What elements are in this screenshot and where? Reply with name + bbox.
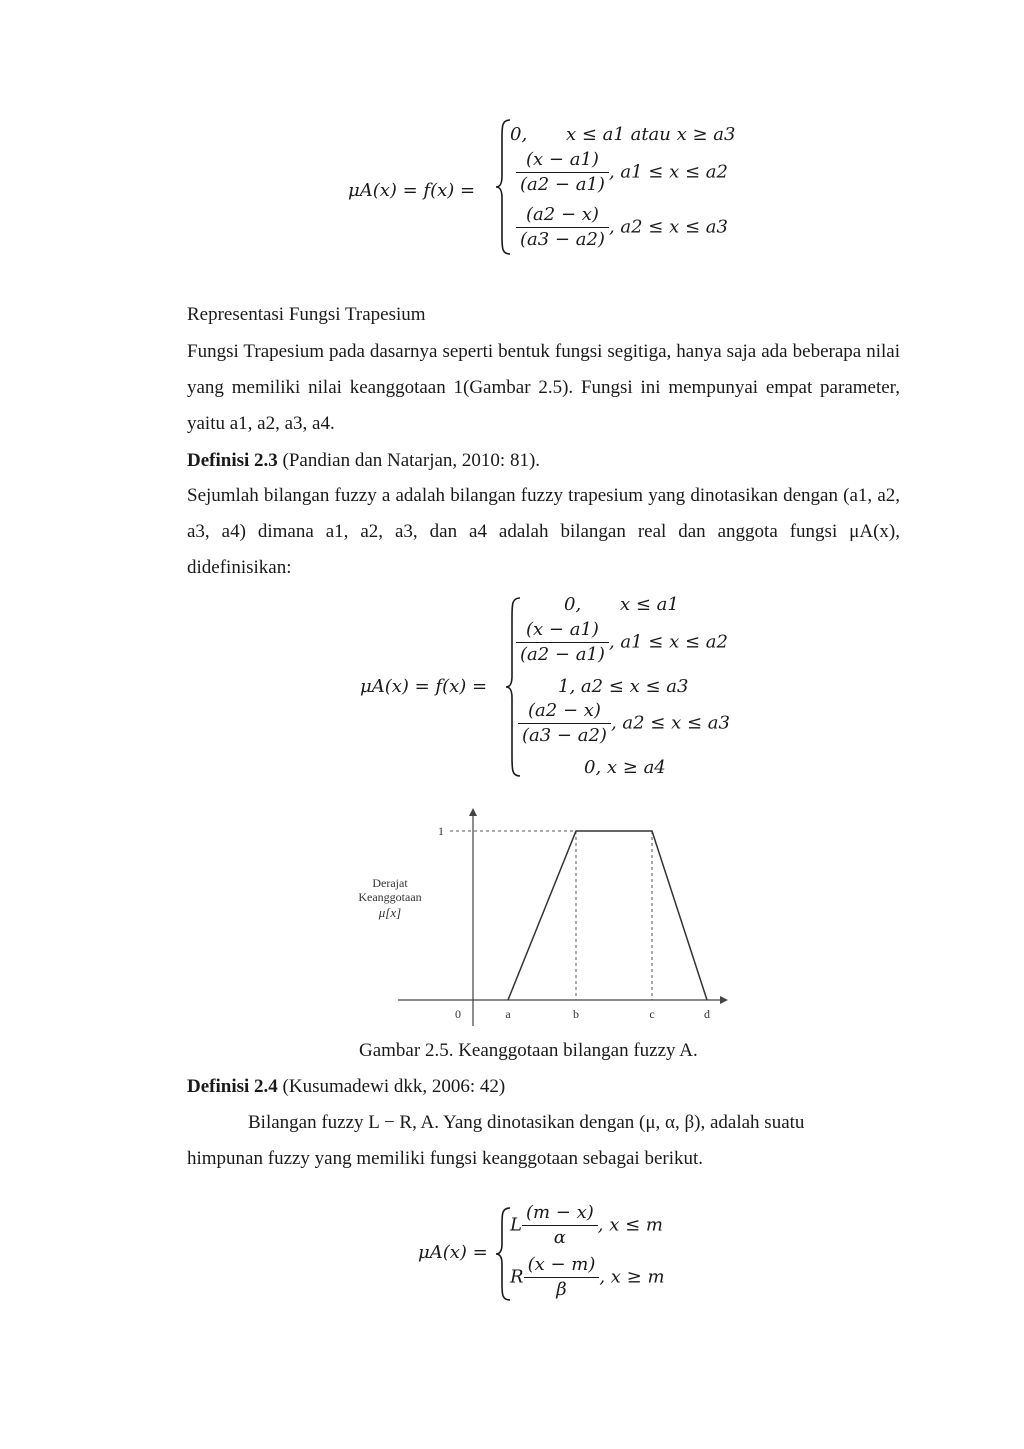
eq1-case2-condition: , a1 ≤ x ≤ a2 [608,161,728,183]
eq2-case4-numerator: (a2 − x) [528,700,601,721]
eq1-case3-denominator: (a3 − a2) [516,227,609,252]
eq2-case4-condition: , a2 ≤ x ≤ a3 [610,712,730,734]
definition-2-4-line2: himpunan fuzzy yang memiliki fungsi keanggotaan sebagai berikut. [187,1148,704,1169]
eq1-case3-condition: , a2 ≤ x ≤ a3 [608,216,728,238]
eq1-case2 [516,148,728,197]
eq3-case2-numerator: (x − m) [527,1254,596,1275]
eq1-case2-numerator: (x − a1) [526,149,599,170]
y-tick-label-1: 1 [438,824,444,838]
definition-2-3-heading [187,450,540,472]
eq2-case2-numerator: (x − a1) [526,619,599,640]
section-heading: Representasi Fungsi Trapesium [187,304,426,325]
x-tick-label-b: b [573,1007,579,1021]
eq2-case1-condition: x ≤ a1 [620,594,679,615]
eq3-lhs: μA(x) = [418,1242,488,1263]
eq2-lhs: μA(x) = f(x) = [360,676,488,697]
definition-2-4-line1: Bilangan fuzzy L − R, A. Yang dinotasikan dengan (μ, α, β), adalah suatu [248,1112,805,1133]
x-tick-label-a: a [505,1007,511,1021]
eq2-case1-value: 0, [564,594,582,615]
y-axis-label-line3: μ[x] [378,905,402,920]
eq1-case1-value: 0, [510,124,528,145]
definition-2-3-label: Definisi 2.3 [187,450,278,471]
eq3-case1-condition: , x ≤ m [597,1214,663,1236]
trapezoid-series-line [508,831,707,1000]
y-axis-label-line2: Keanggotaan [358,890,422,904]
definition-2-3-text: Sejumlah bilangan fuzzy a adalah bilangan fuzzy trapesium yang dinotasikan dengan (a1, a2, a3, a4) dimana a1, a2, a3, dan a4 adalah bilangan real dan anggota fungsi μA(x), didefinisikan: [187,485,900,578]
x-tick-label-d: d [704,1007,710,1021]
eq2-case2 [516,618,728,667]
trapesium-paragraph: Fungsi Trapesium pada dasarnya seperti bentuk fungsi segitiga, hanya saja ada beberapa nilai yang memiliki nilai keanggotaan 1(Gambar 2.5). Fungsi ini mempunyai empat parameter, yaitu a1, a2, a3, a4. [187,341,900,434]
eq2-case2-denominator: (a2 − a1) [516,642,609,667]
y-axis-arrow [469,808,477,816]
y-axis-label-line1: Derajat [372,876,408,890]
definition-2-4-heading [187,1076,505,1098]
x-tick-label-c: c [649,1007,655,1021]
eq2-case2-condition: , a1 ≤ x ≤ a2 [608,631,728,653]
eq1-case3-numerator: (a2 − x) [526,204,599,225]
definition-2-4-source: (Kusumadewi dkk, 2006: 42) [277,1076,506,1097]
eq3-case1 [510,1201,663,1250]
x-axis-arrow [720,996,728,1004]
eq3-case1-denominator: α [522,1225,598,1250]
eq2-case4 [518,699,730,748]
trapezoid-membership-chart [340,800,740,1030]
eq2-case5: 0, x ≥ a4 [584,757,666,778]
definition-2-3-source: (Pandian dan Natarjan, 2010: 81). [277,450,541,471]
eq1-case2-denominator: (a2 − a1) [516,172,609,197]
eq1-case1-condition: x ≤ a1 atau x ≥ a3 [566,124,736,145]
eq3-case2 [510,1253,665,1302]
eq3-case2-prefix: R [510,1266,524,1288]
eq2-case4-denominator: (a3 − a2) [518,723,611,748]
eq1-lhs: μA(x) = f(x) = [348,180,476,201]
definition-2-4-label: Definisi 2.4 [187,1076,278,1097]
eq3-case1-numerator: (m − x) [525,1202,594,1223]
eq3-case2-denominator: β [524,1277,600,1302]
x-tick-label-0: 0 [455,1007,461,1021]
eq1-case3 [516,203,728,252]
eq3-case1-prefix: L [510,1214,522,1236]
eq3-case2-condition: , x ≥ m [599,1266,665,1288]
figure-caption: Gambar 2.5. Keanggotaan bilangan fuzzy A. [359,1040,698,1061]
eq2-case3: 1, a2 ≤ x ≤ a3 [558,676,689,697]
